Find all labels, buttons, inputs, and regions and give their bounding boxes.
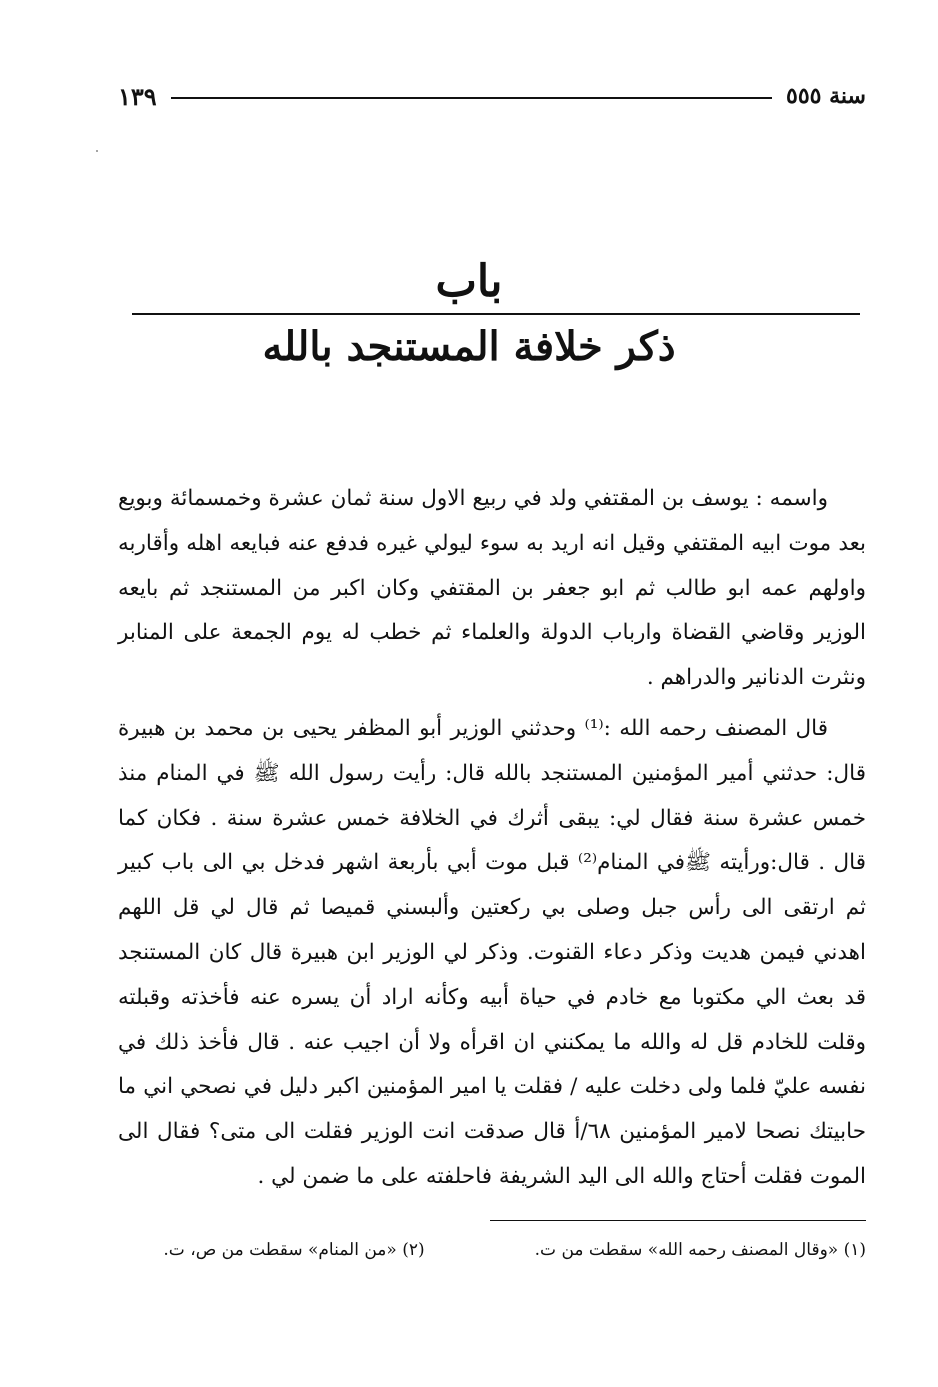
year-label: سنة ٥٥٥ — [786, 83, 866, 109]
chapter-title: ذكر خلافة المستنجد بالله — [262, 323, 676, 370]
body-text — [118, 477, 866, 1200]
footnote-rule — [490, 1220, 866, 1221]
footnotes — [118, 1233, 866, 1267]
chapter-label: باب — [435, 256, 503, 307]
paragraph: قال المصنف رحمه الله :⁽¹⁾ وحدثني الوزير أبو المظفر يحيى بن محمد بن هبيرة قال: حدثني أمير المؤمنين المستنجد بالله قال: رأيت رسول الله ﷺ في المنام منذ خمس عشرة سنة فقال لي: يبقى أثرك في الخلافة خمس عشرة سنة . فكان كما قال . قال:ورأيته ﷺفي المنام⁽²⁾ قبل موت أبي بأربعة اشهر فدخل بي الى باب كبير ثم ارتقى الى رأس جبل وصلى بي ركعتين وألبسني قميصا ثم قال لي قل اللهم اهدني فيمن هديت وذكر دعاء القنوت. وذكر لي الوزير ابن هبيرة قال كان المستنجد قد بعث الي مكتوبا مع خادم في حياة أبيه وكأنه اراد أن يسره عنه فأخذته وقبلته وقلت للخادم قل له والله ما يمكنني ان اقرأه ولا أن اجيب عنه . قال فأخذ ذلك في نفسه عليّ فلما ولى دخلت عليه / فقلت يا امير المؤمنين اكبر دليل في نصحي اني ما حابيتك نصحا لامير المؤمنين ٦٨/أ قال صدقت انت الوزير فقلت الى متى؟ فقال الى الموت فقلت أحتاج والله الى اليد الشريفة فاحلفته على ما ضمن لي . — [118, 715, 866, 1189]
chapter-rule — [132, 313, 860, 315]
footnote: (٢) «من المنام» سقطت من ص، ت. — [163, 1240, 425, 1260]
paragraph: واسمه : يوسف بن المقتفي ولد في ربيع الاول سنة ثمان عشرة وخمسمائة وبويع بعد موت ابيه المقتفي وقيل انه اريد به سوء ليولي غيره فدفع عنه فبايعه اهله وأقاربه واولهم عمه ابو طالب ثم ابو جعفر بن المقتفي وكان اكبر من المستنجد ثم بايعه الوزير وقاضي القضاة وارباب الدولة والعلماء ثم خطب له يوم الجمعة على المنابر ونثرت الدنانير والدراهم . — [118, 486, 866, 691]
header-rule — [171, 97, 772, 99]
scan-speck — [96, 150, 98, 152]
page-number: ١٣٩ — [118, 81, 157, 111]
running-header — [118, 78, 866, 114]
footnote: (١) «وقال المصنف رحمه الله» سقطت من ت. — [534, 1240, 866, 1260]
